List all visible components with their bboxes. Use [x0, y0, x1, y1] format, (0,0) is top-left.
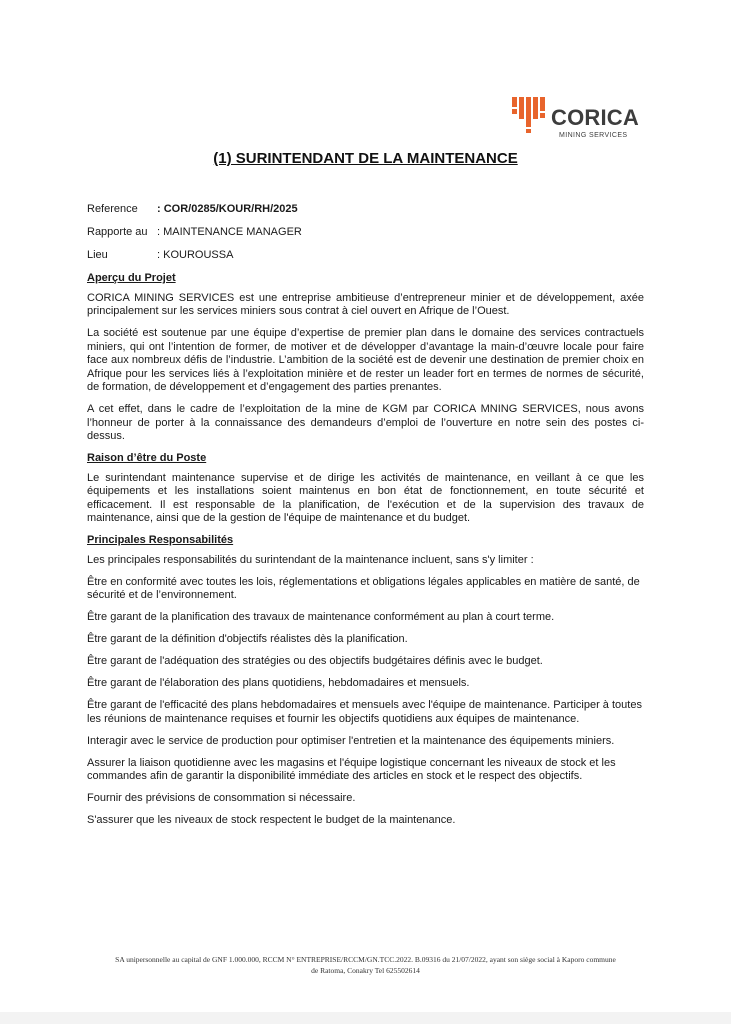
meta-lieu: [87, 249, 233, 261]
section-heading-responsabilites: Principales Responsabilités: [87, 534, 234, 546]
list-item: Être garant de l'élaboration des plans quotidiens, hebdomadaires et mensuels.: [87, 677, 470, 689]
list-item: Assurer la liaison quotidienne avec les magasins et l'équipe logistique concernant les niveaux de stock et les commandes afin de garantir la disponibilité immédiate des articles en stock et le respect des objectifs.: [87, 756, 616, 782]
list-item: Être garant de la définition d'objectifs réalistes dès la planification.: [87, 633, 408, 645]
section-heading-raison: Raison d’être du Poste: [87, 452, 207, 464]
section-heading-apercu: Aperçu du Projet: [87, 272, 176, 284]
list-item: Les principales responsabilités du surintendant de la maintenance incluent, sans s'y limiter :: [87, 553, 534, 566]
list-item: Interagir avec le service de production pour optimiser l'entretien et la maintenance des équipements miniers.: [87, 734, 615, 747]
lieu-value: : KOUROUSSA: [157, 249, 234, 261]
lieu-label: Lieu: [87, 249, 108, 261]
footer-line-2: de Ratoma, Conakry Tel 625502614: [311, 966, 420, 975]
paragraph: CORICA MINING SERVICES est une entreprise ambitieuse d’entrepreneur minier et de développement, axée principalement sur les services miniers sous contrat à ciel ouvert en Afrique de l’Ouest.: [87, 291, 644, 317]
reference-value: : COR/0285/KOUR/RH/2025: [157, 203, 298, 215]
list-item: Être garant de l'adéquation des stratégies ou des objectifs budgétaires définis avec le budget.: [87, 655, 543, 667]
paragraph: La société est soutenue par une équipe d’expertise de premier plan dans le domaine des services contractuels miniers, qui ont l’intention de former, de motiver et de développer d’avantage la main-d’œuvre locale pour faire face aux nombreux défis de l’industrie. L’ambition de la société est de devenir une destination de premier choix en Afrique pour les services liés à l’exploitation minière et de rester un leader fort en termes de normes de sécurité, de formation, de développement et d’engagement des parties prenantes.: [87, 327, 644, 393]
corica-mark-icon: [511, 95, 549, 135]
page-bottom-edge: [0, 1012, 731, 1024]
list-item: Être en conformité avec toutes les lois, réglementations et obligations légales applicables en matière de santé, de sécurité et de l’environnement.: [87, 575, 640, 601]
list-item: Être garant de l'efficacité des plans hebdomadaires et mensuels avec l'équipe de maintenance. Participer à toutes les réunions de maintenance requises et fournir les objectifs quotidiens aux équipes de maintenance.: [87, 699, 642, 725]
rapporte-value: : MAINTENANCE MANAGER: [157, 226, 302, 238]
paragraph: A cet effet, dans le cadre de l’exploitation de la mine de KGM par CORICA MNING SERVICES, nous avons l’honneur de porter à la connaissance des demandeurs d’emploi de l’ouverture en notre sein des postes ci-dessus.: [87, 403, 644, 442]
legal-footer: [60, 954, 671, 976]
paragraph: Le surintendant maintenance supervise et de dirige les activités de maintenance, en veillant à ce que les équipements et les installations soient maintenus en bon état de fonctionnement, en toute sécurité et efficacement. Il est responsable de la planification, de l'exécution et de la supervision des travaux de maintenance, ainsi que de la gestion de l'équipe de maintenance et du budget.: [87, 471, 644, 524]
list-item: Fournir des prévisions de consommation si nécessaire.: [87, 792, 356, 804]
page-title: (1) SURINTENDANT DE LA MAINTENANCE: [213, 150, 518, 167]
list-item: Être garant de la planification des travaux de maintenance conformément au plan à court terme.: [87, 611, 555, 623]
document-body: [87, 272, 644, 836]
corica-logo: [511, 95, 651, 143]
meta-reference: [87, 203, 298, 215]
list-item: S'assurer que les niveaux de stock respectent le budget de la maintenance.: [87, 814, 456, 826]
meta-rapporte: [87, 226, 302, 238]
logo-brand-name: CORICA: [551, 105, 639, 130]
rapporte-label: Rapporte au: [87, 226, 148, 238]
footer-line-1: SA unipersonnelle au capital de GNF 1.000.000, RCCM N° ENTREPRISE/RCCM/GN.TCC.2022. B.09316 du 21/07/2022, ayant son siège social à Kaporo commune: [115, 955, 616, 964]
reference-label: Reference: [87, 203, 138, 215]
logo-tagline: MINING SERVICES: [559, 132, 628, 139]
